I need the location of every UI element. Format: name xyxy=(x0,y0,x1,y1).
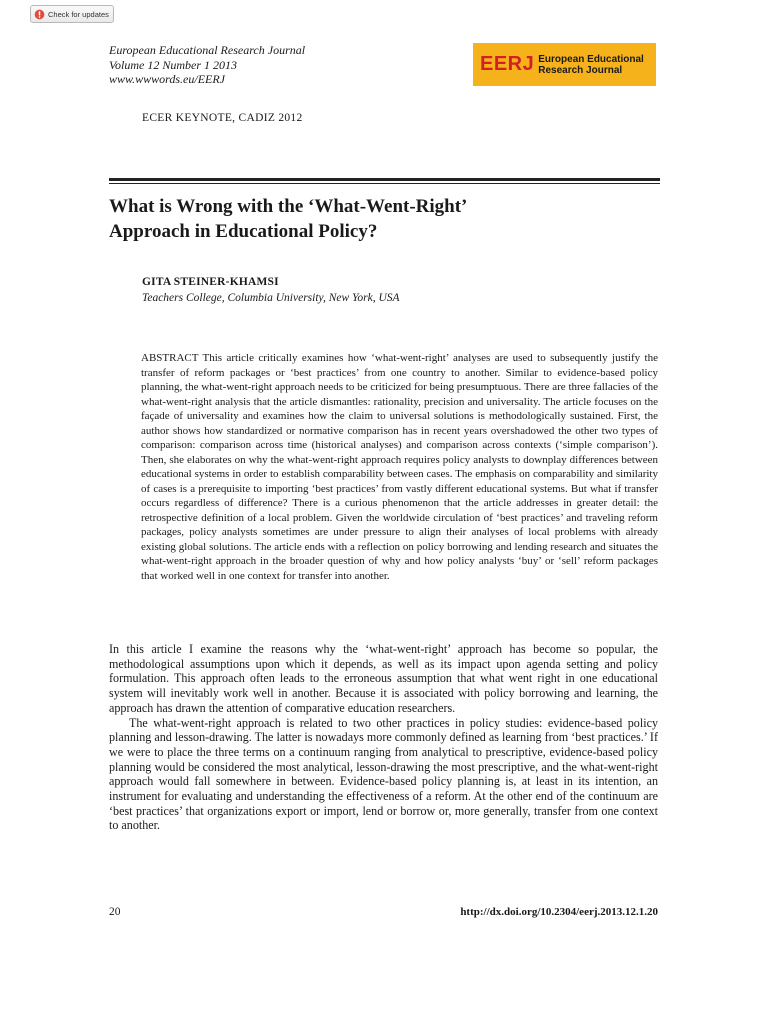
logo-journal-name: European Educational Research Journal xyxy=(538,53,644,76)
journal-info xyxy=(109,43,305,87)
header-divider-thick xyxy=(109,178,660,181)
keynote-label: ECER KEYNOTE, CADIZ 2012 xyxy=(142,112,303,124)
update-icon xyxy=(34,9,45,20)
body-paragraph: The what-went-right approach is related to two other practices in policy studies: evidence-based policy planning and lesson-drawing. The latter is nowadays more commonly defined as learning from ‘best practices.’ If we were to place the three terms on a continuum ranging from analytical to prescriptive, evidence-based policy planning would be considered the most analytical, lesson-drawing the most prescriptive, and the what-went-right approach would fall somewhere in between. Evidence-based policy planning is, at least in its intention, an instrument for evaluating and understanding the effectiveness of a reform. At the other end of the continuum are ‘best practices’ that organizations export or import, lend or borrow or, more generally, transfer from one context to another. xyxy=(109,715,658,833)
page-number: 20 xyxy=(109,906,121,918)
journal-name: European Educational Research Journal xyxy=(109,43,306,57)
header-divider-thin xyxy=(109,183,660,184)
article-title-line-2: Approach in Educational Policy? xyxy=(109,221,378,242)
article-body xyxy=(109,642,658,833)
check-for-updates-label: Check for updates xyxy=(48,9,109,19)
journal-url[interactable]: www.wwwords.eu/EERJ xyxy=(109,72,226,86)
abstract: ABSTRACT This article critically examines how ‘what-went-right’ analyses are used to subsequently justify the transfer of reform packages or ‘best practices’ from one country to another. Similar to evidence-based policy planning, the what-went-right approach needs to be criticized for being presumptuous. There are three fallacies of the what-went-right analysis that the article dismantles: rationality, precision and universality. The article focuses on the façade of universality and examines how the claim to universal solutions is methodologically sustained. First, the author shows how standardized or normative comparison has in recent years overshadowed the other two types of comparison: comparison across time (historical analyses) and comparison across contexts (‘simple comparison’). Then, she elaborates on why the what-went-right approach requires policy analysts to downplay differences between educational systems in order to establish comparability between cases. The emphasis on comparability and similarity of cases is a prerequisite to importing ‘best practices’ from vastly different educational systems. But what if transfer occurs regardless of difference? There is a curious phenomenon that the article addresses in greater detail: the retrospective definition of a local problem. Given the worldwide circulation of ‘best practices’ and traveling reform packages, policy analysts sometimes are under pressure to align their analyses of local problems with already existing global solutions. The article ends with a reflection on policy borrowing and lending research and situates the what-went-right approach in the broader question of why and how policy analysts ‘buy’ or ‘sell’ reform packages that worked well in one context for transfer into another. xyxy=(141,352,658,582)
check-for-updates-button[interactable] xyxy=(30,5,114,23)
logo-abbreviation: EERJ xyxy=(480,53,535,75)
journal-logo xyxy=(473,43,656,86)
author-affiliation: Teachers College, Columbia University, New York, USA xyxy=(142,292,400,304)
article-title xyxy=(109,194,649,244)
doi-link[interactable]: http://dx.doi.org/10.2304/eerj.2013.12.1.20 xyxy=(460,906,658,918)
author-name: GITA STEINER-KHAMSI xyxy=(142,276,279,288)
article-title-line-1: What is Wrong with the ‘What-Went-Right’ xyxy=(109,196,468,217)
journal-volume: Volume 12 Number 1 2013 xyxy=(109,57,237,72)
body-paragraph: In this article I examine the reasons why the ‘what-went-right’ approach has become so popular, the methodological assumptions upon which it depends, as well as its impact upon agenda setting and policy formulation. This approach often leads to the erroneous assumption that what went right in one educational system will inevitably work well in another. Because it is associated with policy borrowing and learning, the approach has drawn the attention of comparative education researchers. xyxy=(109,642,658,715)
